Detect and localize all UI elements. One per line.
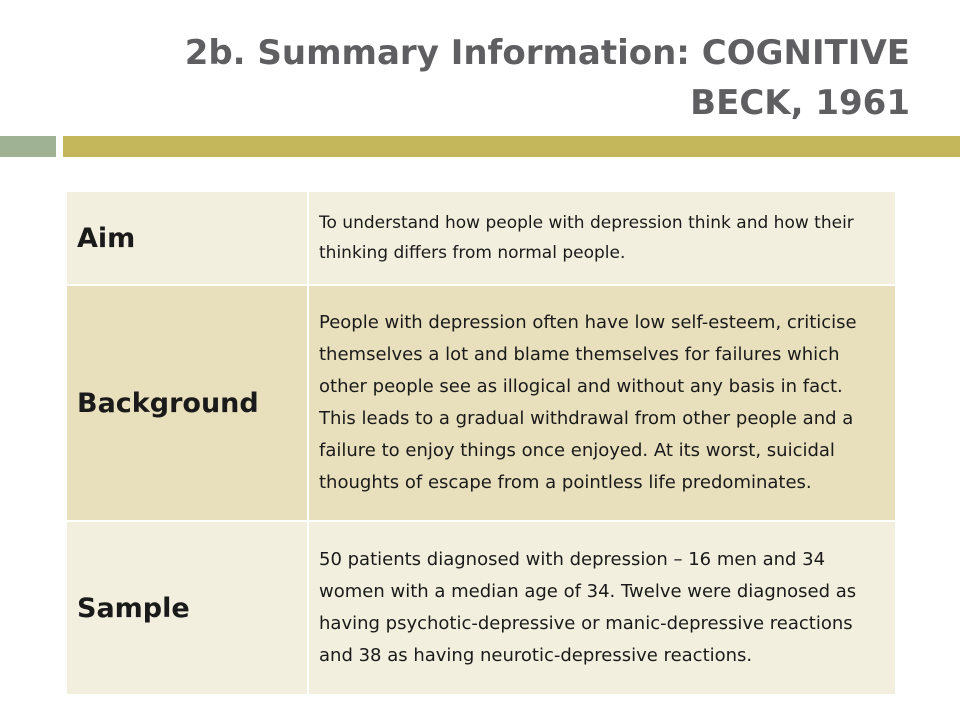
table-row-background [66, 285, 896, 521]
row-text-sample: 50 patients diagnosed with depression – 16 men and 34 women with a median age of 34. Twelve were diagnosed as having psychotic-depressive or manic-depressive reactions and 38 as having neurotic-depressive reactions. [308, 521, 896, 695]
accent-bar-right [63, 136, 960, 157]
slide-title-line2: BECK, 1961 [690, 83, 910, 123]
table-row-sample [66, 521, 896, 695]
row-label-sample: Sample [66, 521, 308, 695]
row-label-aim: Aim [66, 191, 308, 285]
slide-title-line1: 2b. Summary Information: COGNITIVE [184, 33, 910, 73]
summary-table [65, 190, 897, 696]
table-row-aim [66, 191, 896, 285]
row-label-background: Background [66, 285, 308, 521]
slide-title [150, 28, 910, 128]
accent-bar-left [0, 136, 56, 157]
row-text-aim: To understand how people with depression think and how their thinking differs from normal people. [308, 191, 896, 285]
row-text-background: People with depression often have low self-esteem, criticise themselves a lot and blame themselves for failures which other people see as illogical and without any basis in fact. This leads to a gradual withdrawal from other people and a failure to enjoy things once enjoyed. At its worst, suicidal thoughts of escape from a pointless life predominates. [308, 285, 896, 521]
